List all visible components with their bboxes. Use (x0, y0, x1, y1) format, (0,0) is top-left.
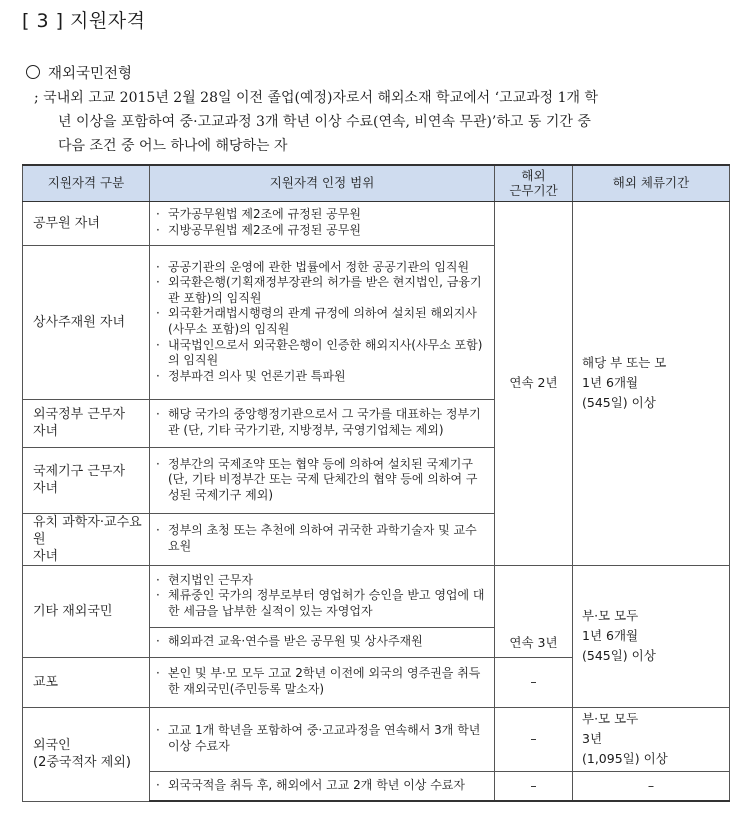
header-work-period: 해외 근무기간 (495, 165, 573, 201)
table-header-row (23, 165, 730, 201)
category-cell: 공무원 자녀 (23, 201, 150, 245)
scope-cell: · 현지법인 근무자 · 체류중인 국가의 정부로부터 영업허가 승인을 받고 영업에 대한 세금을 납부한 실적이 있는 자영업자 (150, 565, 495, 627)
section-heading (26, 62, 132, 83)
scope-cell: · 정부간의 국제조약 또는 협약 등에 의하여 설치된 국제기구 (단, 기타 비정부간 또는 국제 단체간의 협약 등에 의하여 구성된 국제기구 제외) (150, 447, 495, 513)
category-cell: 교포 (23, 657, 150, 707)
work-period-cell: – (495, 707, 573, 771)
circle-bullet-icon (26, 65, 40, 79)
scope-cell: · 고교 1개 학년을 포함하여 중·고교과정을 연속해서 3개 학년 이상 수료자 (150, 707, 495, 771)
category-cell: 기타 재외국민 (23, 565, 150, 657)
scope-cell: · 해외파견 교육·연수를 받은 공무원 및 상사주재원 (150, 627, 495, 657)
work-period-cell: – (495, 771, 573, 801)
category-cell: 외국인 (2중국적자 제외) (23, 707, 150, 801)
category-cell: 국제기구 근무자 자녀 (23, 447, 150, 513)
scope-cell: · 공공기관의 운영에 관한 법률에서 정한 공공기관의 임직원 · 외국환은행(기획재정부장관의 허가를 받은 현지법인, 금융기관 포함)의 임직원 · 외국환거래법시행령의 관계 규정에 의하여 설치된 해외지사(사무소 포함)의 임직원 · 내국법인으로서 외국환은행이 인증한 해외지사(사무소 포함)의 임직원 · 정부파견 의사 및 언론기관 특파원 (150, 245, 495, 399)
stay-period-cell: 해당 부 또는 모 1년 6개월 (545일) 이상 (573, 201, 730, 565)
eligibility-table (22, 164, 730, 802)
scope-cell: · 국가공무원법 제2조에 규정된 공무원 · 지방공무원법 제2조에 규정된 공무원 (150, 201, 495, 245)
description-line: 다음 조건 중 어느 하나에 해당하는 자 (58, 138, 288, 154)
table-row (23, 707, 730, 771)
category-cell: 외국정부 근무자 자녀 (23, 399, 150, 447)
stay-period-cell: – (573, 771, 730, 801)
scope-cell: · 해당 국가의 중앙행정기관으로서 그 국가를 대표하는 정부기관 (단, 기타 국가기관, 지방정부, 국영기업체는 제외) (150, 399, 495, 447)
header-stay-period: 해외 체류기간 (573, 165, 730, 201)
stay-period-cell: 부·모 모두 1년 6개월 (545일) 이상 (573, 565, 730, 707)
table-row (23, 201, 730, 245)
header-category: 지원자격 구분 (23, 165, 150, 201)
work-period-cell: 연속 3년 (495, 565, 573, 657)
work-period-cell: – (495, 657, 573, 707)
description-line: 년 이상을 포함하여 중·고교과정 3개 학년 이상 수료(연속, 비연속 무관)’하고 동 기간 중 (58, 114, 591, 130)
table-row (23, 565, 730, 627)
stay-period-cell: 부·모 모두 3년 (1,095일) 이상 (573, 707, 730, 771)
page-title: [ 3 ] 지원자격 (22, 10, 146, 32)
description-line: ; 국내외 고교 2015년 2월 28일 이전 졸업(예정)자로서 해외소재 학교에서 ‘고교과정 1개 학 (34, 90, 598, 106)
scope-cell: · 외국국적을 취득 후, 해외에서 고교 2개 학년 이상 수료자 (150, 771, 495, 801)
scope-cell: · 본인 및 부·모 모두 고교 2학년 이전에 외국의 영주권을 취득한 재외국민(주민등록 말소자) (150, 657, 495, 707)
category-cell: 상사주재원 자녀 (23, 245, 150, 399)
eligibility-description (34, 86, 714, 158)
scope-cell: · 정부의 초청 또는 추천에 의하여 귀국한 과학기술자 및 교수요원 (150, 513, 495, 565)
section-label: 재외국민전형 (48, 66, 133, 82)
work-period-cell: 연속 2년 (495, 201, 573, 565)
category-cell: 유치 과학자·교수요원 자녀 (23, 513, 150, 565)
header-scope: 지원자격 인정 범위 (150, 165, 495, 201)
